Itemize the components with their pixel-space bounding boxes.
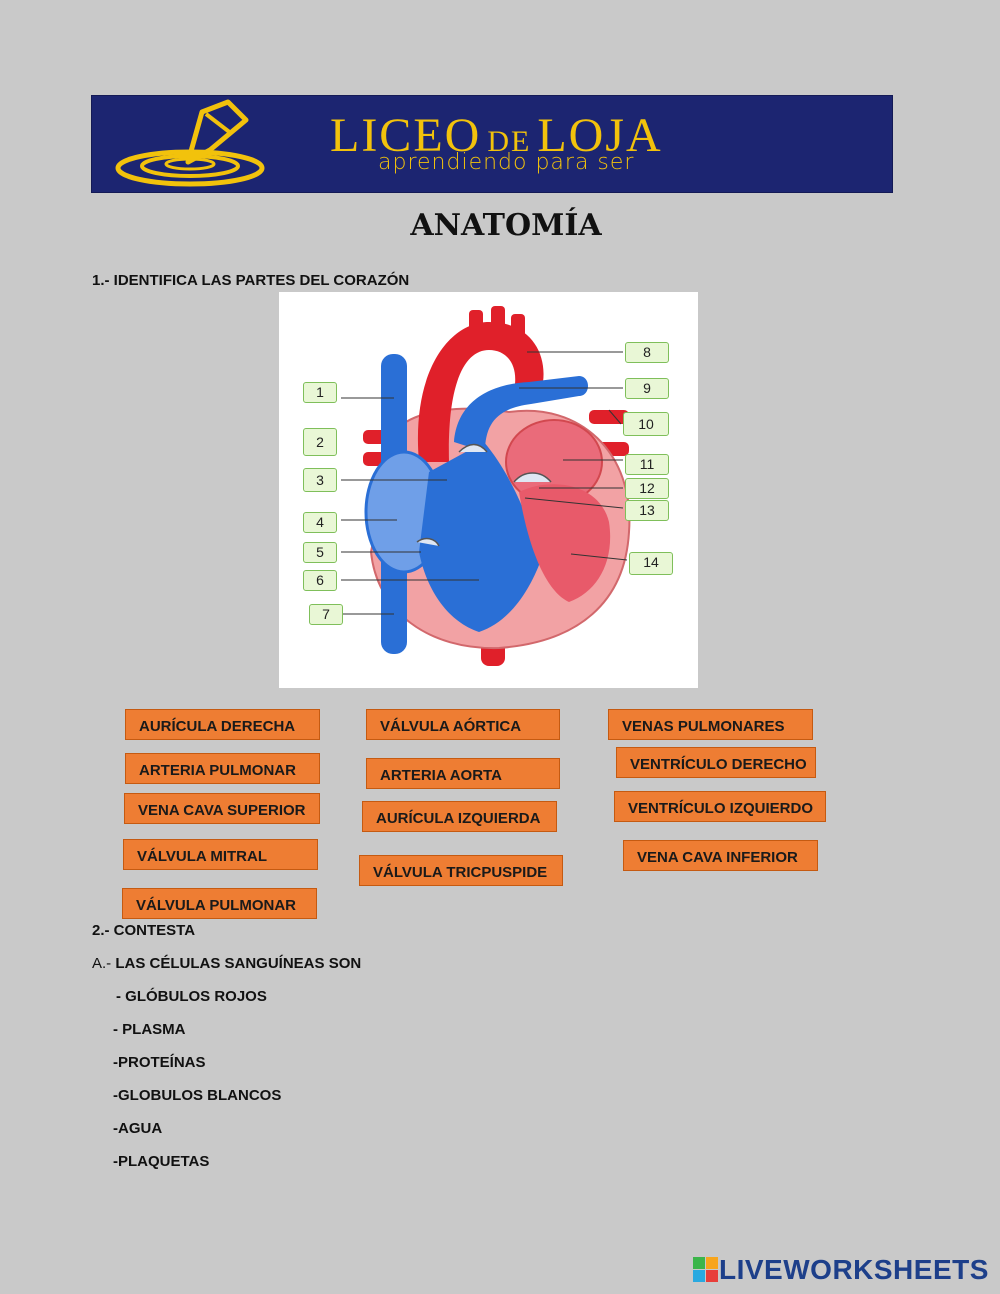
option-item[interactable]: -GLOBULOS BLANCOS [113, 1087, 282, 1104]
label-num-8: 8 [625, 342, 669, 363]
liveworksheets-logo-icon [693, 1257, 719, 1283]
answer-chip[interactable]: VÁLVULA PULMONAR [122, 888, 317, 919]
label-num-13: 13 [625, 500, 669, 521]
question-2a-prefix: A.- [92, 955, 112, 972]
option-item[interactable]: - GLÓBULOS ROJOS [116, 988, 267, 1005]
answer-chip[interactable]: ARTERIA PULMONAR [125, 753, 320, 784]
answer-chip[interactable]: VÁLVULA MITRAL [123, 839, 318, 870]
label-num-2: 2 [303, 428, 337, 456]
answer-chip[interactable]: VENA CAVA INFERIOR [623, 840, 818, 871]
question-2a-text: LAS CÉLULAS SANGUÍNEAS SON [115, 955, 362, 972]
school-name: LICEO DE LOJA [330, 109, 663, 162]
label-num-9: 9 [625, 378, 669, 399]
label-num-1: 1 [303, 382, 337, 403]
answer-chip[interactable]: AURÍCULA DERECHA [125, 709, 320, 740]
label-num-3: 3 [303, 468, 337, 492]
answer-chip[interactable]: VENTRÍCULO DERECHO [616, 747, 816, 778]
option-item[interactable]: - PLASMA [113, 1021, 186, 1038]
pencil-target-logo-icon [110, 98, 270, 190]
answer-chip[interactable]: VENAS PULMONARES [608, 709, 813, 740]
brand-text: LIVEWORKSHEETS [719, 1254, 989, 1285]
question-1-heading: 1.- IDENTIFICA LAS PARTES DEL CORAZÓN [92, 272, 410, 289]
option-item[interactable]: -PROTEÍNAS [113, 1054, 206, 1071]
option-item[interactable]: -PLAQUETAS [113, 1153, 210, 1170]
page-title: ANATOMÍA [410, 208, 602, 243]
label-num-10: 10 [623, 412, 669, 436]
heart-diagram [279, 292, 698, 688]
label-num-12: 12 [625, 478, 669, 499]
answer-chip[interactable]: VENTRÍCULO IZQUIERDO [614, 791, 826, 822]
liveworksheets-brand[interactable] [693, 1254, 989, 1286]
label-num-4: 4 [303, 512, 337, 533]
answer-chip[interactable]: VÁLVULA AÓRTICA [366, 709, 560, 740]
answer-chip[interactable]: VÁLVULA TRICPUSPIDE [359, 855, 563, 886]
school-slogan: aprendiendo para ser [378, 150, 635, 175]
label-num-5: 5 [303, 542, 337, 563]
label-num-11: 11 [625, 454, 669, 475]
question-2a [92, 955, 361, 972]
answer-chip[interactable]: ARTERIA AORTA [366, 758, 560, 789]
answer-chip[interactable]: VENA CAVA SUPERIOR [124, 793, 320, 824]
option-item[interactable]: -AGUA [113, 1120, 163, 1137]
label-num-7: 7 [309, 604, 343, 625]
question-2-heading: 2.- CONTESTA [92, 922, 196, 939]
answer-chip[interactable]: AURÍCULA IZQUIERDA [362, 801, 557, 832]
label-num-6: 6 [303, 570, 337, 591]
label-num-14: 14 [629, 552, 673, 575]
